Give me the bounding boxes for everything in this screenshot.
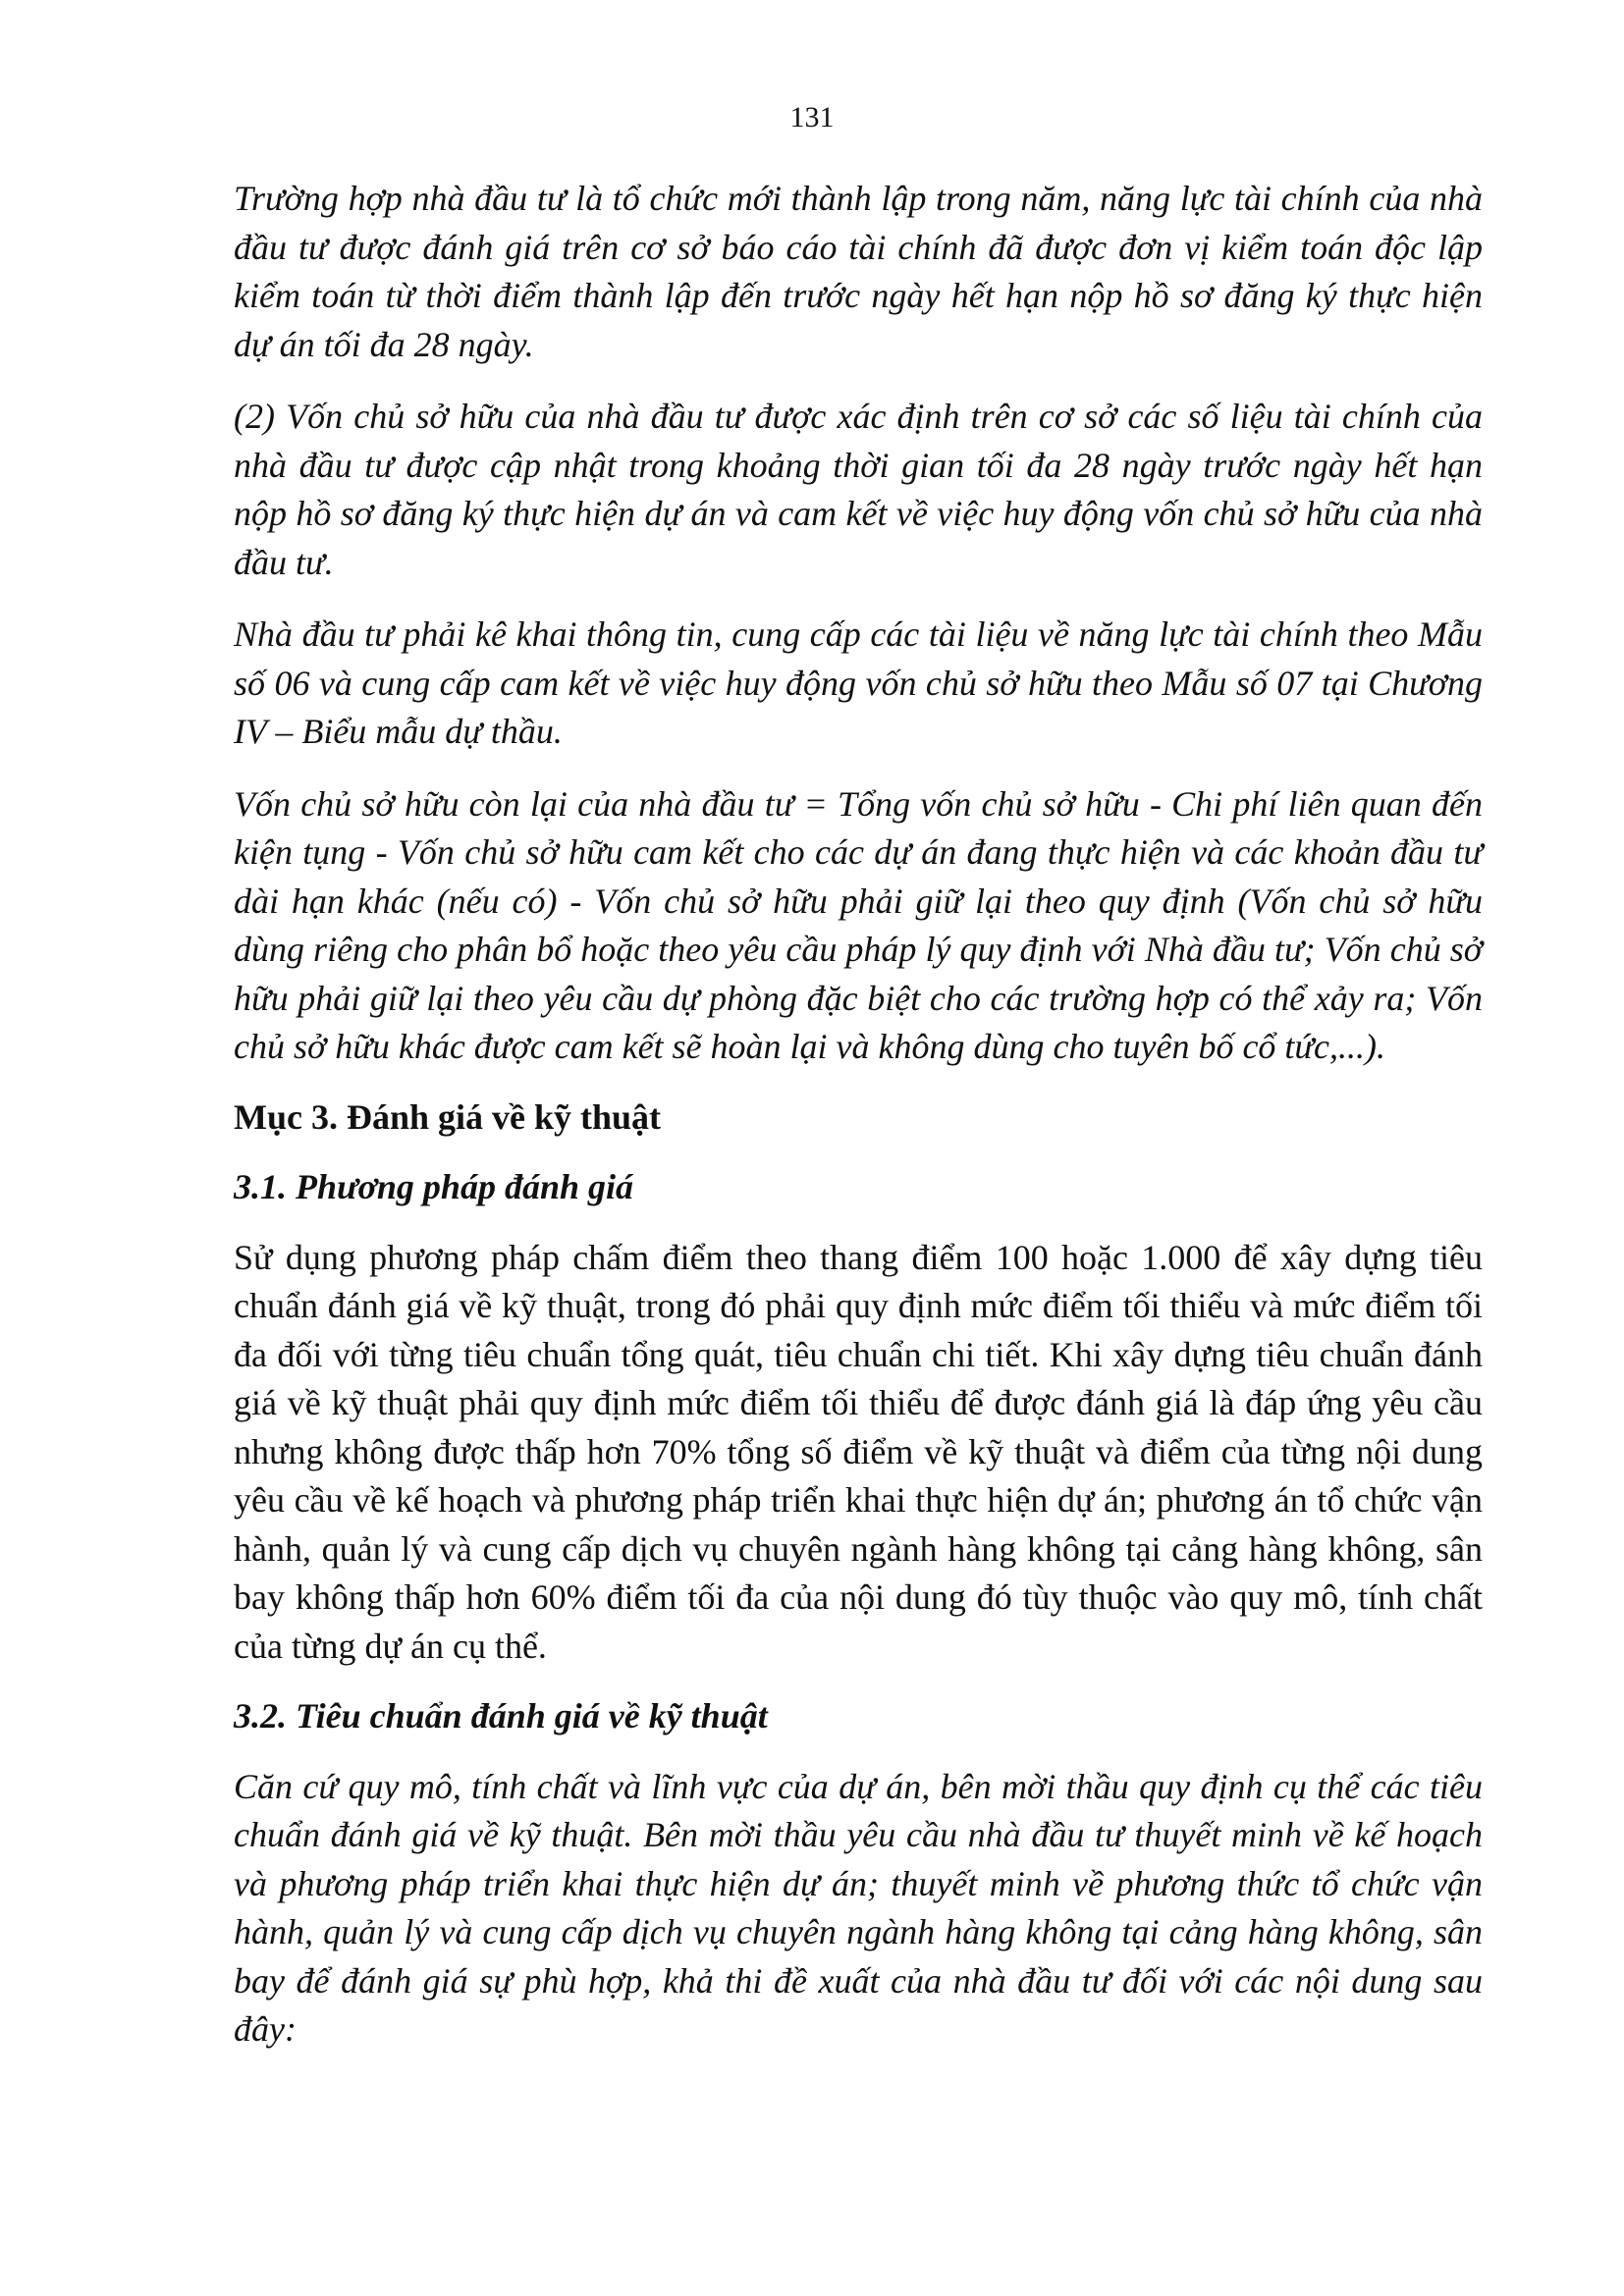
page-number: 131 [789, 101, 835, 133]
paragraph-new-investor-financial-capacity: Trường hợp nhà đầu tư là tổ chức mới thành lập trong năm, năng lực tài chính của nhà đầu tư được đánh giá trên cơ sở báo cáo tài chính đã được đơn vị kiểm toán độc lập kiểm toán từ thời điểm thành lập đến trước ngày hết hạn nộp hồ sơ đăng ký thực hiện dự án tối đa 28 ngày. [234, 179, 1483, 364]
paragraph-declaration-forms: Nhà đầu tư phải kê khai thông tin, cung cấp các tài liệu về năng lực tài chính theo Mẫu số 06 và cung cấp cam kết về việc huy động vốn chủ sở hữu theo Mẫu số 07 tại Chương IV – Biểu mẫu dự thầu. [234, 614, 1483, 751]
paragraph-technical-criteria: Căn cứ quy mô, tính chất và lĩnh vực của dự án, bên mời thầu quy định cụ thể các tiêu chuẩn đánh giá về kỹ thuật. Bên mời thầu yêu cầu nhà đầu tư thuyết minh về kế hoạch và phương pháp triển khai thực hiện dự án; thuyết minh về phương thức tổ chức vận hành, quản lý và cung cấp dịch vụ chuyên ngành hàng không tại cảng hàng không, sân bay để đánh giá sự phù hợp, khả thi đề xuất của nhà đầu tư đối với các nội dung sau đây: [234, 1766, 1483, 2049]
paragraph-equity-determination: (2) Vốn chủ sở hữu của nhà đầu tư được xác định trên cơ sở các số liệu tài chính của nhà đầu tư được cập nhật trong khoảng thời gian tối đa 28 ngày trước ngày hết hạn nộp hồ sơ đăng ký thực hiện dự án và cam kết về việc huy động vốn chủ sở hữu của nhà đầu tư. [234, 397, 1483, 582]
document-body [234, 175, 1483, 2055]
subheading-technical-criteria: 3.2. Tiêu chuẩn đánh giá về kỹ thuật [234, 1696, 768, 1735]
subheading-evaluation-method: 3.1. Phương pháp đánh giá [234, 1167, 633, 1206]
paragraph-scoring-method: Sử dụng phương pháp chấm điểm theo thang điểm 100 hoặc 1.000 để xây dựng tiêu chuẩn đánh giá về kỹ thuật, trong đó phải quy định mức điểm tối thiểu và mức điểm tối đa đối với từng tiêu chuẩn tổng quát, tiêu chuẩn chi tiết. Khi xây dựng tiêu chuẩn đánh giá về kỹ thuật phải quy định mức điểm tối thiểu để được đánh giá là đáp ứng yêu cầu nhưng không được thấp hơn 70% tổng số điểm về kỹ thuật và điểm của từng nội dung yêu cầu về kế hoạch và phương pháp triển khai thực hiện dự án; phương án tổ chức vận hành, quản lý và cung cấp dịch vụ chuyên ngành hàng không tại cảng hàng không, sân bay không thấp hơn 60% điểm tối đa của nội dung đó tùy thuộc vào quy mô, tính chất của từng dự án cụ thể. [234, 1237, 1483, 1666]
section-heading-technical-evaluation: Mục 3. Đánh giá về kỹ thuật [234, 1096, 662, 1137]
paragraph-remaining-equity-formula: Vốn chủ sở hữu còn lại của nhà đầu tư = Tổng vốn chủ sở hữu - Chi phí liên quan đến kiện tụng - Vốn chủ sở hữu cam kết cho các dự án đang thực hiện và các khoản đầu tư dài hạn khác (nếu có) - Vốn chủ sở hữu phải giữ lại theo quy định (Vốn chủ sở hữu dùng riêng cho phân bổ hoặc theo yêu cầu pháp lý quy định với Nhà đầu tư; Vốn chủ sở hữu phải giữ lại theo yêu cầu dự phòng đặc biệt cho các trường hợp có thể xảy ra; Vốn chủ sở hữu khác được cam kết sẽ hoàn lại và không dùng cho tuyên bố cổ tức,...). [234, 783, 1483, 1066]
